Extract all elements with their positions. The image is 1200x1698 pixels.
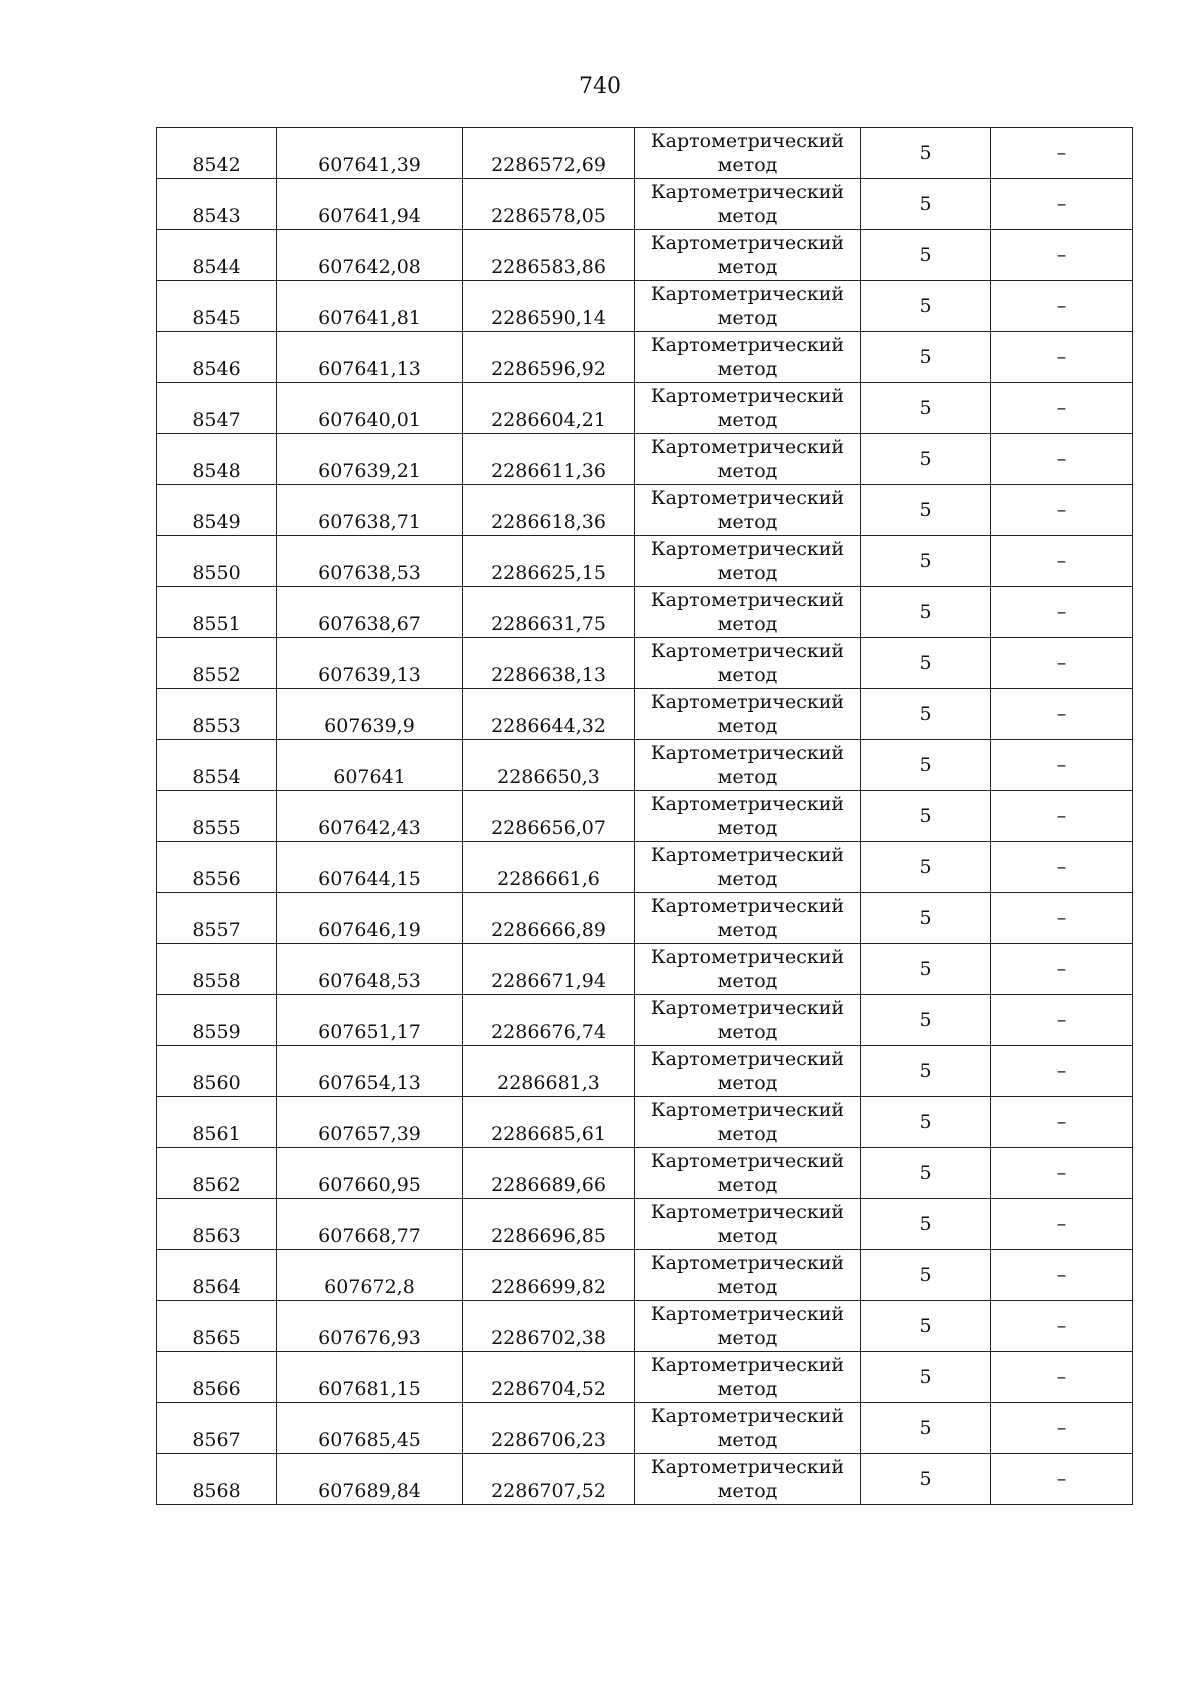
note-cell: – [991,1301,1133,1352]
table-row [157,1046,1133,1097]
note-cell: – [991,485,1133,536]
table-row [157,128,1133,179]
point-number-cell: 8543 [157,179,277,230]
method-line-1: Картометрический [650,1252,845,1274]
accuracy-cell: 5 [861,995,991,1046]
x-coordinate-cell: 607641 [277,740,463,791]
y-coordinate-cell: 2286689,66 [463,1148,635,1199]
table-row [157,1250,1133,1301]
x-coordinate-cell: 607648,53 [277,944,463,995]
method-line-1: Картометрический [650,385,845,407]
note-cell: – [991,1403,1133,1454]
x-coordinate-cell: 607672,8 [277,1250,463,1301]
method-line-1: Картометрический [650,487,845,509]
point-number-cell: 8552 [157,638,277,689]
x-coordinate-cell: 607640,01 [277,383,463,434]
x-coordinate-cell: 607660,95 [277,1148,463,1199]
table-row [157,995,1133,1046]
x-coordinate-cell: 607639,9 [277,689,463,740]
note-cell: – [991,1352,1133,1403]
accuracy-cell: 5 [861,1454,991,1505]
method-line-1: Картометрический [650,1150,845,1172]
y-coordinate-cell: 2286644,32 [463,689,635,740]
method-line-1: Картометрический [650,436,845,458]
method-cell [635,1301,861,1352]
point-number-cell: 8568 [157,1454,277,1505]
coordinates-table [156,127,1133,1505]
method-cell [635,128,861,179]
method-line-1: Картометрический [650,691,845,713]
method-line-2: метод [717,256,778,278]
accuracy-cell: 5 [861,1097,991,1148]
method-cell [635,1250,861,1301]
y-coordinate-cell: 2286699,82 [463,1250,635,1301]
x-coordinate-cell: 607654,13 [277,1046,463,1097]
y-coordinate-cell: 2286596,92 [463,332,635,383]
note-cell: – [991,230,1133,281]
method-line-2: метод [717,1429,778,1451]
x-coordinate-cell: 607642,43 [277,791,463,842]
accuracy-cell: 5 [861,689,991,740]
point-number-cell: 8566 [157,1352,277,1403]
method-line-2: метод [717,307,778,329]
page-number: 740 [579,74,621,99]
table-row [157,383,1133,434]
note-cell: – [991,740,1133,791]
method-cell [635,230,861,281]
x-coordinate-cell: 607638,53 [277,536,463,587]
method-cell [635,1148,861,1199]
note-cell: – [991,791,1133,842]
x-coordinate-cell: 607681,15 [277,1352,463,1403]
y-coordinate-cell: 2286604,21 [463,383,635,434]
x-coordinate-cell: 607639,13 [277,638,463,689]
x-coordinate-cell: 607644,15 [277,842,463,893]
method-line-1: Картометрический [650,997,845,1019]
y-coordinate-cell: 2286661,6 [463,842,635,893]
method-cell [635,1046,861,1097]
table-row [157,536,1133,587]
x-coordinate-cell: 607638,71 [277,485,463,536]
method-cell [635,995,861,1046]
note-cell: – [991,1250,1133,1301]
method-line-2: метод [717,205,778,227]
point-number-cell: 8554 [157,740,277,791]
method-line-1: Картометрический [650,1354,845,1376]
method-line-2: метод [717,1225,778,1247]
point-number-cell: 8565 [157,1301,277,1352]
method-line-2: метод [717,1480,778,1502]
point-number-cell: 8546 [157,332,277,383]
method-line-1: Картометрический [650,1048,845,1070]
accuracy-cell: 5 [861,638,991,689]
point-number-cell: 8563 [157,1199,277,1250]
note-cell: – [991,179,1133,230]
method-line-2: метод [717,358,778,380]
point-number-cell: 8564 [157,1250,277,1301]
table-row [157,1352,1133,1403]
x-coordinate-cell: 607638,67 [277,587,463,638]
y-coordinate-cell: 2286707,52 [463,1454,635,1505]
x-coordinate-cell: 607668,77 [277,1199,463,1250]
accuracy-cell: 5 [861,1250,991,1301]
method-line-2: метод [717,715,778,737]
method-line-2: метод [717,1072,778,1094]
point-number-cell: 8560 [157,1046,277,1097]
point-number-cell: 8553 [157,689,277,740]
y-coordinate-cell: 2286572,69 [463,128,635,179]
y-coordinate-cell: 2286671,94 [463,944,635,995]
accuracy-cell: 5 [861,434,991,485]
method-line-1: Картометрический [650,895,845,917]
point-number-cell: 8562 [157,1148,277,1199]
note-cell: – [991,842,1133,893]
point-number-cell: 8551 [157,587,277,638]
accuracy-cell: 5 [861,230,991,281]
method-line-1: Картометрический [650,742,845,764]
note-cell: – [991,281,1133,332]
note-cell: – [991,587,1133,638]
y-coordinate-cell: 2286638,13 [463,638,635,689]
accuracy-cell: 5 [861,587,991,638]
note-cell: – [991,383,1133,434]
method-line-1: Картометрический [650,538,845,560]
method-line-1: Картометрический [650,793,845,815]
accuracy-cell: 5 [861,485,991,536]
method-cell [635,1352,861,1403]
method-cell [635,1199,861,1250]
table-row [157,740,1133,791]
method-line-2: метод [717,868,778,890]
accuracy-cell: 5 [861,1046,991,1097]
method-cell [635,383,861,434]
point-number-cell: 8561 [157,1097,277,1148]
accuracy-cell: 5 [861,179,991,230]
x-coordinate-cell: 607676,93 [277,1301,463,1352]
method-cell [635,842,861,893]
note-cell: – [991,128,1133,179]
y-coordinate-cell: 2286625,15 [463,536,635,587]
point-number-cell: 8549 [157,485,277,536]
point-number-cell: 8548 [157,434,277,485]
table-row [157,230,1133,281]
point-number-cell: 8550 [157,536,277,587]
table-row [157,842,1133,893]
y-coordinate-cell: 2286618,36 [463,485,635,536]
point-number-cell: 8547 [157,383,277,434]
y-coordinate-cell: 2286656,07 [463,791,635,842]
method-line-2: метод [717,664,778,686]
point-number-cell: 8558 [157,944,277,995]
accuracy-cell: 5 [861,893,991,944]
point-number-cell: 8544 [157,230,277,281]
point-number-cell: 8556 [157,842,277,893]
method-line-1: Картометрический [650,1201,845,1223]
note-cell: – [991,536,1133,587]
table-row [157,332,1133,383]
method-cell [635,485,861,536]
x-coordinate-cell: 607646,19 [277,893,463,944]
note-cell: – [991,995,1133,1046]
method-line-2: метод [717,562,778,584]
note-cell: – [991,689,1133,740]
y-coordinate-cell: 2286631,75 [463,587,635,638]
method-cell [635,332,861,383]
method-line-2: метод [717,766,778,788]
method-cell [635,944,861,995]
method-cell [635,638,861,689]
table-row [157,944,1133,995]
table-row [157,434,1133,485]
method-cell [635,689,861,740]
table-row [157,1301,1133,1352]
method-line-1: Картометрический [650,1456,845,1478]
method-line-1: Картометрический [650,334,845,356]
method-line-2: метод [717,1021,778,1043]
y-coordinate-cell: 2286696,85 [463,1199,635,1250]
note-cell: – [991,434,1133,485]
method-cell [635,1403,861,1454]
note-cell: – [991,332,1133,383]
method-line-2: метод [717,409,778,431]
method-line-1: Картометрический [650,232,845,254]
accuracy-cell: 5 [861,1301,991,1352]
accuracy-cell: 5 [861,281,991,332]
method-line-2: метод [717,1174,778,1196]
point-number-cell: 8567 [157,1403,277,1454]
method-cell [635,587,861,638]
x-coordinate-cell: 607685,45 [277,1403,463,1454]
method-cell [635,179,861,230]
accuracy-cell: 5 [861,842,991,893]
accuracy-cell: 5 [861,383,991,434]
accuracy-cell: 5 [861,536,991,587]
table-row [157,1403,1133,1454]
table-row [157,587,1133,638]
method-line-2: метод [717,1327,778,1349]
method-line-1: Картометрический [650,946,845,968]
y-coordinate-cell: 2286681,3 [463,1046,635,1097]
note-cell: – [991,944,1133,995]
x-coordinate-cell: 607641,13 [277,332,463,383]
y-coordinate-cell: 2286706,23 [463,1403,635,1454]
y-coordinate-cell: 2286666,89 [463,893,635,944]
method-line-2: метод [717,919,778,941]
table-row [157,893,1133,944]
x-coordinate-cell: 607639,21 [277,434,463,485]
accuracy-cell: 5 [861,1403,991,1454]
y-coordinate-cell: 2286590,14 [463,281,635,332]
method-line-2: метод [717,511,778,533]
method-line-2: метод [717,970,778,992]
method-line-1: Картометрический [650,283,845,305]
note-cell: – [991,1454,1133,1505]
table-row [157,689,1133,740]
x-coordinate-cell: 607642,08 [277,230,463,281]
method-line-1: Картометрический [650,1405,845,1427]
method-cell [635,434,861,485]
accuracy-cell: 5 [861,128,991,179]
y-coordinate-cell: 2286578,05 [463,179,635,230]
y-coordinate-cell: 2286583,86 [463,230,635,281]
point-number-cell: 8559 [157,995,277,1046]
table-row [157,485,1133,536]
method-cell [635,740,861,791]
y-coordinate-cell: 2286650,3 [463,740,635,791]
method-line-2: метод [717,817,778,839]
x-coordinate-cell: 607689,84 [277,1454,463,1505]
x-coordinate-cell: 607657,39 [277,1097,463,1148]
note-cell: – [991,1148,1133,1199]
method-line-2: метод [717,1276,778,1298]
method-line-1: Картометрический [650,181,845,203]
method-cell [635,1097,861,1148]
point-number-cell: 8557 [157,893,277,944]
y-coordinate-cell: 2286702,38 [463,1301,635,1352]
y-coordinate-cell: 2286676,74 [463,995,635,1046]
method-cell [635,1454,861,1505]
accuracy-cell: 5 [861,1148,991,1199]
accuracy-cell: 5 [861,1352,991,1403]
table-row [157,791,1133,842]
method-line-1: Картометрический [650,1099,845,1121]
method-line-2: метод [717,613,778,635]
x-coordinate-cell: 607641,81 [277,281,463,332]
point-number-cell: 8542 [157,128,277,179]
method-line-1: Картометрический [650,844,845,866]
accuracy-cell: 5 [861,1199,991,1250]
method-cell [635,281,861,332]
point-number-cell: 8545 [157,281,277,332]
table-row [157,1148,1133,1199]
method-line-1: Картометрический [650,589,845,611]
table-row [157,179,1133,230]
x-coordinate-cell: 607641,39 [277,128,463,179]
method-line-2: метод [717,154,778,176]
x-coordinate-cell: 607651,17 [277,995,463,1046]
table-row [157,281,1133,332]
accuracy-cell: 5 [861,740,991,791]
table-row [157,1097,1133,1148]
note-cell: – [991,1097,1133,1148]
method-cell [635,791,861,842]
method-line-2: метод [717,1378,778,1400]
table-row [157,638,1133,689]
table-body [157,128,1133,1505]
method-line-1: Картометрический [650,640,845,662]
method-line-2: метод [717,1123,778,1145]
accuracy-cell: 5 [861,791,991,842]
accuracy-cell: 5 [861,944,991,995]
note-cell: – [991,893,1133,944]
method-cell [635,536,861,587]
table-row [157,1199,1133,1250]
note-cell: – [991,1046,1133,1097]
table-row [157,1454,1133,1505]
y-coordinate-cell: 2286611,36 [463,434,635,485]
method-line-1: Картометрический [650,1303,845,1325]
method-line-2: метод [717,460,778,482]
method-cell [635,893,861,944]
point-number-cell: 8555 [157,791,277,842]
note-cell: – [991,638,1133,689]
method-line-1: Картометрический [650,130,845,152]
note-cell: – [991,1199,1133,1250]
y-coordinate-cell: 2286685,61 [463,1097,635,1148]
x-coordinate-cell: 607641,94 [277,179,463,230]
accuracy-cell: 5 [861,332,991,383]
y-coordinate-cell: 2286704,52 [463,1352,635,1403]
